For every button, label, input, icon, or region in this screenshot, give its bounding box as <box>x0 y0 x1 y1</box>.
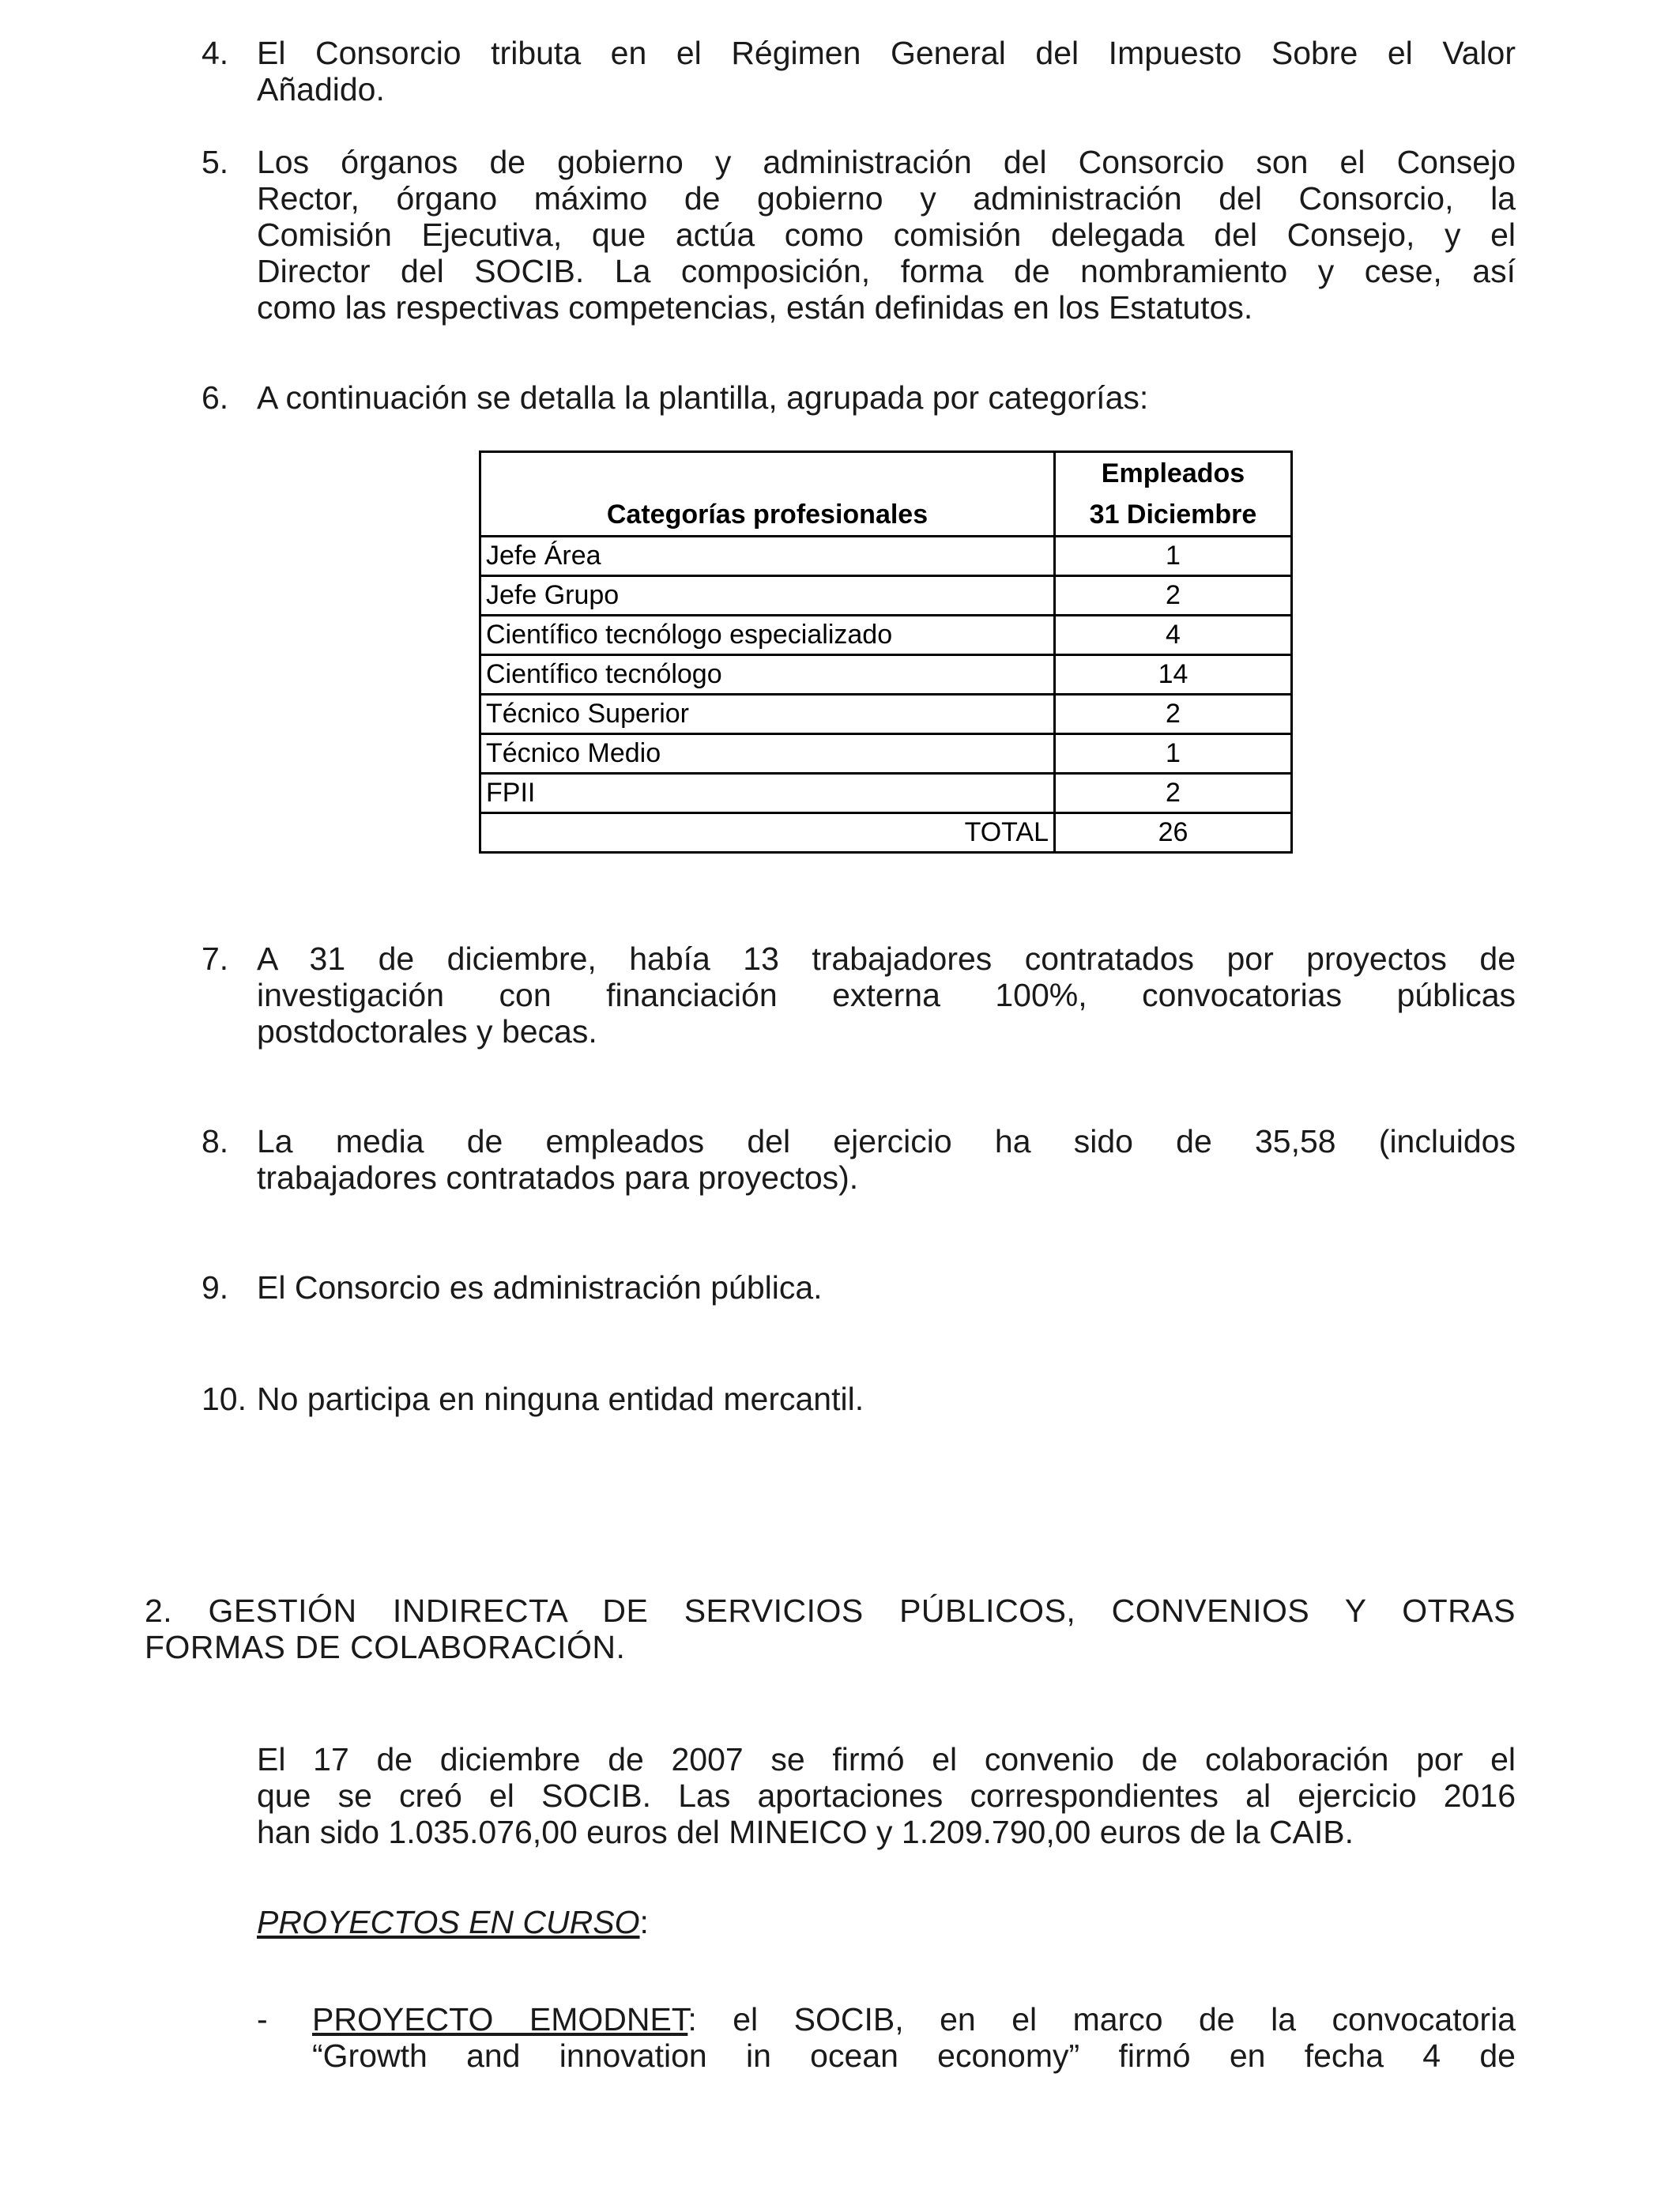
item-text: A 31 de diciembre, había 13 trabajadores contratados por proyectos de <box>257 941 1516 977</box>
table-row <box>480 774 1292 813</box>
bullet-marker: - <box>257 2001 268 2038</box>
value-cell: 4 <box>1055 616 1292 655</box>
table-row <box>480 695 1292 734</box>
category-cell: Científico tecnólogo especializado <box>480 616 1055 655</box>
project-line <box>312 2001 1516 2038</box>
value-cell: 1 <box>1055 537 1292 576</box>
item-text: Añadido. <box>257 71 385 107</box>
section-heading <box>145 1593 1516 1665</box>
projects-heading <box>257 1904 1516 1940</box>
item-text: Comisión Ejecutiva, que actúa como comisión delegada del Consejo, y el <box>257 217 1516 253</box>
item-text: Rector, órgano máximo de gobierno y administración del Consorcio, la <box>257 180 1516 217</box>
item-number: 7. <box>202 941 229 977</box>
category-cell: Científico tecnólogo <box>480 655 1055 695</box>
value-cell: 2 <box>1055 576 1292 616</box>
paragraph-line: que se creó el SOCIB. Las aportaciones correspondientes al ejercicio 2016 <box>257 1777 1516 1814</box>
item-text: No participa en ninguna entidad mercantil. <box>257 1381 864 1417</box>
heading-line: 2. GESTIÓN INDIRECTA DE SERVICIOS PÚBLICOS, CONVENIOS Y OTRAS <box>145 1593 1516 1629</box>
project-line: “Growth and innovation in ocean economy” firmó en fecha 4 de <box>312 2038 1516 2074</box>
table-row <box>480 537 1292 576</box>
table-total-row <box>480 813 1292 853</box>
item-text: Director del SOCIB. La composición, forma de nombramiento y cese, así <box>257 253 1516 289</box>
value-cell: 2 <box>1055 774 1292 813</box>
category-cell: Jefe Grupo <box>480 576 1055 616</box>
table-header-row <box>480 452 1292 537</box>
category-cell: Jefe Área <box>480 537 1055 576</box>
paragraph-line: han sido 1.035.076,00 euros del MINEICO y 1.209.790,00 euros de la CAIB. <box>257 1814 1354 1850</box>
paragraph-line: El 17 de diciembre de 2007 se firmó el convenio de colaboración por el <box>257 1741 1516 1777</box>
item-text: A continuación se detalla la plantilla, agrupada por categorías: <box>257 379 1149 416</box>
table-row <box>480 655 1292 695</box>
category-cell: FPII <box>480 774 1055 813</box>
item-number: 6. <box>202 379 229 416</box>
header-category: Categorías profesionales <box>480 452 1055 537</box>
item-text: El Consorcio tributa en el Régimen General del Impuesto Sobre el Valor <box>257 35 1516 71</box>
staff-table <box>479 450 1293 854</box>
value-cell: 14 <box>1055 655 1292 695</box>
header-employees-line1: Empleados <box>1101 458 1245 488</box>
item-number: 4. <box>202 35 229 71</box>
projects-heading-text: PROYECTOS EN CURSO <box>257 1904 640 1940</box>
item-text: La media de empleados del ejercicio ha sido de 35,58 (incluidos <box>257 1123 1516 1159</box>
item-text: trabajadores contratados para proyectos). <box>257 1159 859 1196</box>
item-number: 10. <box>202 1381 247 1417</box>
value-cell: 2 <box>1055 695 1292 734</box>
total-value: 26 <box>1055 813 1292 853</box>
total-label: TOTAL <box>480 813 1055 853</box>
item-number: 8. <box>202 1123 229 1159</box>
item-text: El Consorcio es administración pública. <box>257 1269 823 1306</box>
category-cell: Técnico Superior <box>480 695 1055 734</box>
table-row <box>480 616 1292 655</box>
item-text: Los órganos de gobierno y administración del Consorcio son el Consejo <box>257 144 1516 180</box>
category-cell: Técnico Medio <box>480 734 1055 774</box>
table-row <box>480 734 1292 774</box>
item-number: 5. <box>202 144 229 180</box>
header-employees-line2: 31 Diciembre <box>1089 499 1257 530</box>
section-paragraph <box>257 1741 1516 1850</box>
item-number: 9. <box>202 1269 229 1306</box>
value-cell: 1 <box>1055 734 1292 774</box>
header-employees <box>1055 452 1292 537</box>
heading-line: FORMAS DE COLABORACIÓN. <box>145 1629 626 1665</box>
projects-heading-colon: : <box>639 1904 649 1940</box>
item-text: investigación con financiación externa 100%, convocatorias públicas <box>257 977 1516 1013</box>
project-name: PROYECTO EMODNET <box>312 2001 688 2038</box>
item-text: como las respectivas competencias, están definidas en los Estatutos. <box>257 289 1253 326</box>
table-row <box>480 576 1292 616</box>
project-text: : el SOCIB, en el marco de la convocatoria <box>687 2001 1516 2038</box>
item-text: postdoctorales y becas. <box>257 1013 597 1050</box>
